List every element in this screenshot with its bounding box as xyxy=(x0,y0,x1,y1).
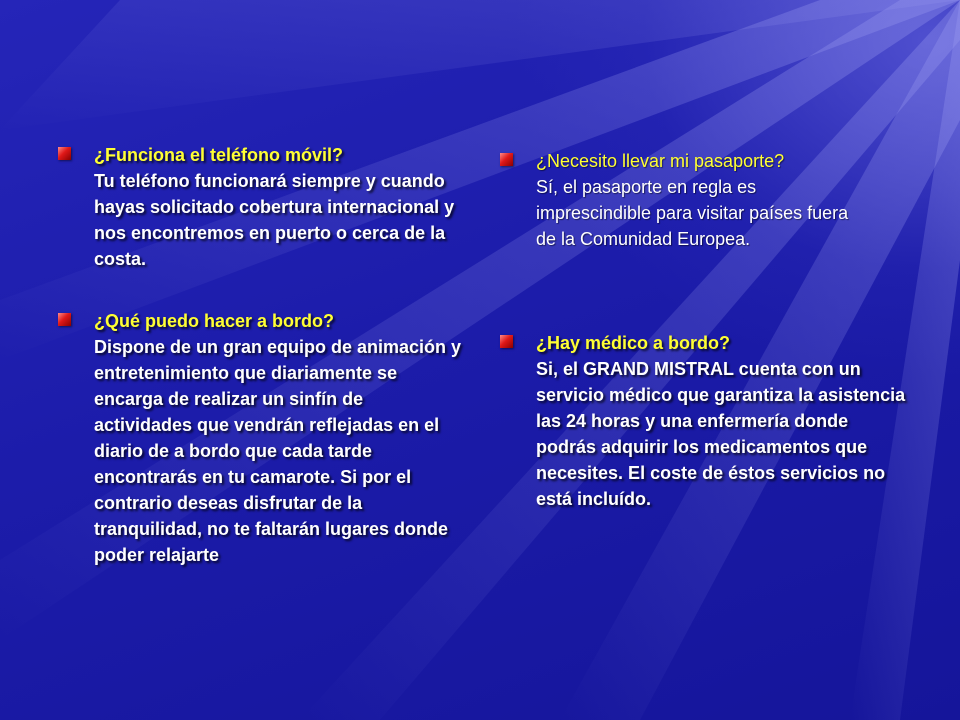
answer-activities: Dispone de un gran equipo de animación y entretenimiento que diariamente se encarga de realizar un sinfín de actividades que vendrán reflejadas en el diario de a bordo que cada tarde encontrarás en tu camarote. Si por el contrario deseas disfrutar de la tranquilidad, no te faltarán lugares donde poder relajarte xyxy=(94,337,462,565)
bullet-icon xyxy=(500,335,513,348)
question-doctor: ¿Hay médico a bordo? xyxy=(536,333,731,353)
faq-item-doctor xyxy=(536,330,908,512)
question-activities: ¿Qué puedo hacer a bordo? xyxy=(94,311,335,331)
bullet-icon xyxy=(58,313,71,326)
answer-phone: Tu teléfono funcionará siempre y cuando hayas solicitado cobertura internacional y nos encontremos en puerto o cerca de la costa. xyxy=(94,171,455,269)
bullet-icon xyxy=(58,147,71,160)
faq-item-activities xyxy=(94,308,464,568)
answer-passport: Sí, el pasaporte en regla es imprescindible para visitar países fuera de la Comunidad Europea. xyxy=(536,177,849,249)
bullet-icon xyxy=(500,153,513,166)
question-phone: ¿Funciona el teléfono móvil? xyxy=(94,145,344,165)
faq-item-passport xyxy=(536,148,866,252)
answer-doctor: Si, el GRAND MISTRAL cuenta con un servicio médico que garantiza la asistencia las 24 horas y una enfermería donde podrás adquirir los medicamentos que necesites. El coste de éstos servicios no está incluído. xyxy=(536,359,906,509)
question-passport: ¿Necesito llevar mi pasaporte? xyxy=(536,151,785,171)
faq-item-phone xyxy=(94,142,470,272)
